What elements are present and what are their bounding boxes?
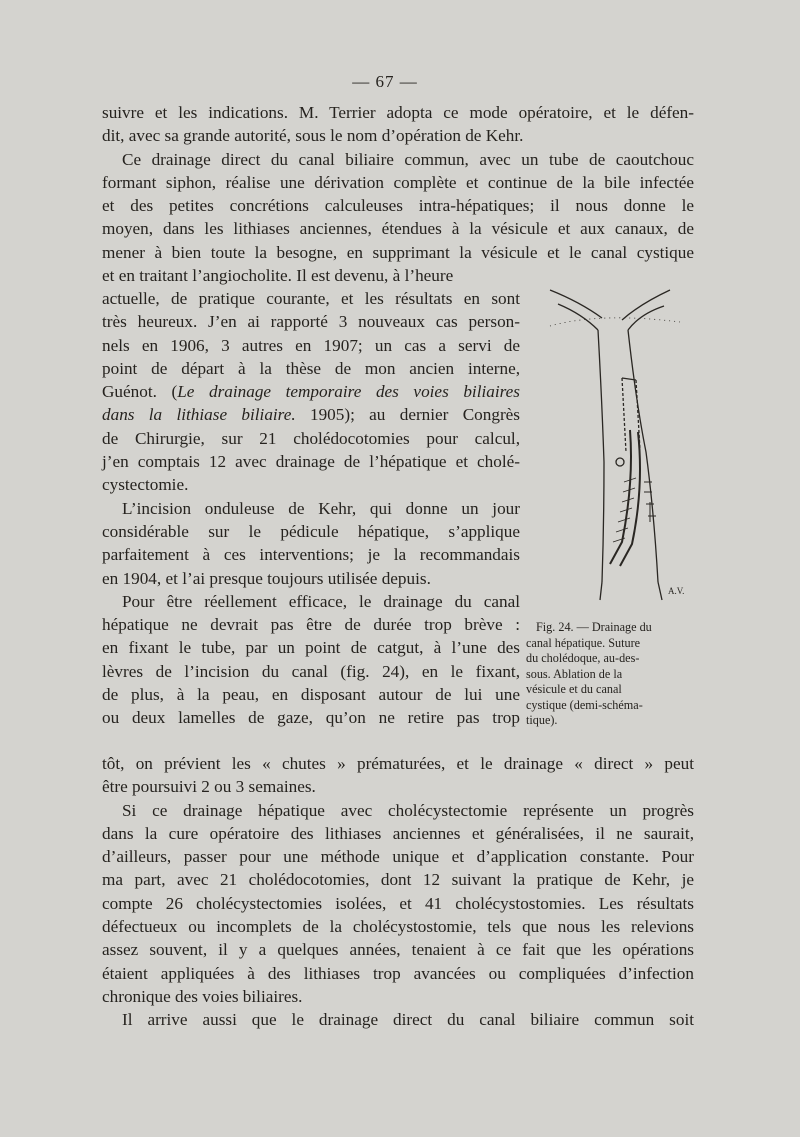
text-line: compte 26 cholécystectomies isolées, et 41 cholécystostomies. Les résultats [102,893,694,913]
text-block-bottom [102,752,694,1032]
text-line: en 1904, et l’ai presque toujours utilisée depuis. [102,568,431,588]
duct-lower-left [600,582,602,600]
caption-line: tique). [526,713,558,727]
text-line: formant siphon, réalise une dérivation complète et continue de la bile infectée [102,172,694,192]
text-line: et des petites concrétions calculeuses intra-hépatiques; il nous donne le [102,196,694,216]
text-line: suivre et les indications. M. Terrier adopta ce mode opératoire, et le défen- [102,103,694,122]
caption-line: Fig. 24. — Drainage du [536,620,652,634]
ref-suffix: 1905); au dernier Congrès [295,405,520,425]
text-line: d’ailleurs, passer pour une méthode unique et d’application constante. Pour [102,847,694,867]
caption-line: canal hépatique. Suture [526,635,641,650]
figure-24-drawing [540,282,695,612]
duct-left-branch-inner [558,304,598,330]
text-line: assez souvent, il y a quelques années, tenaient à ce fait que les opérations [102,940,694,960]
text-line: lèvres de l’incision du canal (fig. 24), en le fixant, [102,661,520,681]
text-line: très heureux. J’en ai rapporté 3 nouveaux cas person- [102,312,520,332]
text-line: moyen, dans les lithiases anciennes, étendues à la vésicule et aux canaux, de [102,219,694,239]
text-line: Il arrive aussi que le drainage direct du canal biliaire commun soit [122,1010,694,1030]
text-line: hépatique ne devrait pas être de durée trop brève : [102,615,520,635]
text-line: défectueux ou incomplets de la cholécystostomie, tels que nous les relevions [102,917,694,937]
duct-wall-left [598,330,604,582]
text-line: parfaitement à ces interventions; je la recommandais [102,545,520,565]
text-line: Pour être réellement efficace, le drainage du canal [122,591,520,611]
duct-left-branch-outer [550,290,602,318]
ref-title: Le drainage temporaire des voies biliaires [177,382,520,402]
text-line: ou deux lamelles de gaze, qu’on ne retire pas trop [102,708,520,728]
text-line: mener à bien toute la besogne, en supprimant la vésicule et le canal cystique [102,242,694,262]
figure-caption [526,620,701,729]
duct-right-branch-inner [628,306,664,330]
text-line: j’en comptais 12 avec drainage de l’hépatique et cholé- [102,452,520,472]
page-number: — 67 — [352,72,418,91]
text-line: nels en 1906, 3 autres en 1907; un cas a servi de [102,335,520,355]
ligature-knot [616,458,624,466]
text-line: point de départ à la thèse de mon ancien interne, [102,358,520,378]
text-line: étaient appliquées à des lithiases trop avancées ou compliquées d’infection [102,963,694,983]
caption-line: vésicule et du canal [526,682,622,696]
text-block-narrow [102,287,520,730]
text-line: en fixant le tube, par un point de catgut, à l’une des [102,638,520,658]
text-line: de Chirurgie, sur 21 cholédocotomies pour calcul, [102,428,520,448]
text-line-reference [102,380,520,403]
text-line: dans la cure opératoire des lithiases anciennes et généralisées, il ne saurait, [102,823,694,843]
figure-signature: A.V. [668,586,685,596]
caption-line: sous. Ablation de la [526,666,623,681]
text-line: cystectomie. [102,475,189,495]
text-line: actuelle, de pratique courante, et les résultats en sont [102,289,520,308]
caption-line: cystique (demi-schéma- [526,697,643,712]
text-line: de plus, à la peau, en disposant autour de lui une [102,685,520,705]
text-line: tôt, on prévient les « chutes » prématurées, et le drainage « direct » peut [102,754,694,773]
duct-right-branch-outer [622,290,670,320]
text-line: Ce drainage direct du canal biliaire commun, avec un tube de caoutchouc [122,149,694,169]
duct-lower-right [658,582,662,600]
text-line: ma part, avec 21 cholédocotomies, dont 12 suivant la pratique de Kehr, je [102,870,694,890]
text-line-reference [102,403,520,426]
skin-line [550,318,680,326]
ref-prefix: Guénot. ( [102,382,178,402]
text-line: Si ce drainage hépatique avec cholécystectomie représente un progrès [122,800,694,820]
text-block-top [102,101,694,287]
text-line: L’incision onduleuse de Kehr, qui donne un jour [122,498,520,518]
text-line: considérable sur le pédicule hépatique, s’applique [102,521,520,541]
caption-line: du cholédoque, au-des- [526,651,640,665]
text-line: chronique des voies biliaires. [102,986,303,1006]
choledoch-shaded [610,430,640,566]
text-line: et en traitant l’angiocholite. Il est devenu, à l’heure [102,266,454,286]
text-line: être poursuivi 2 ou 3 semaines. [102,777,316,797]
text-line: dit, avec sa grande autorité, sous le nom d’opération de Kehr. [102,126,524,146]
ref-title: dans la lithiase biliaire. [102,405,296,425]
